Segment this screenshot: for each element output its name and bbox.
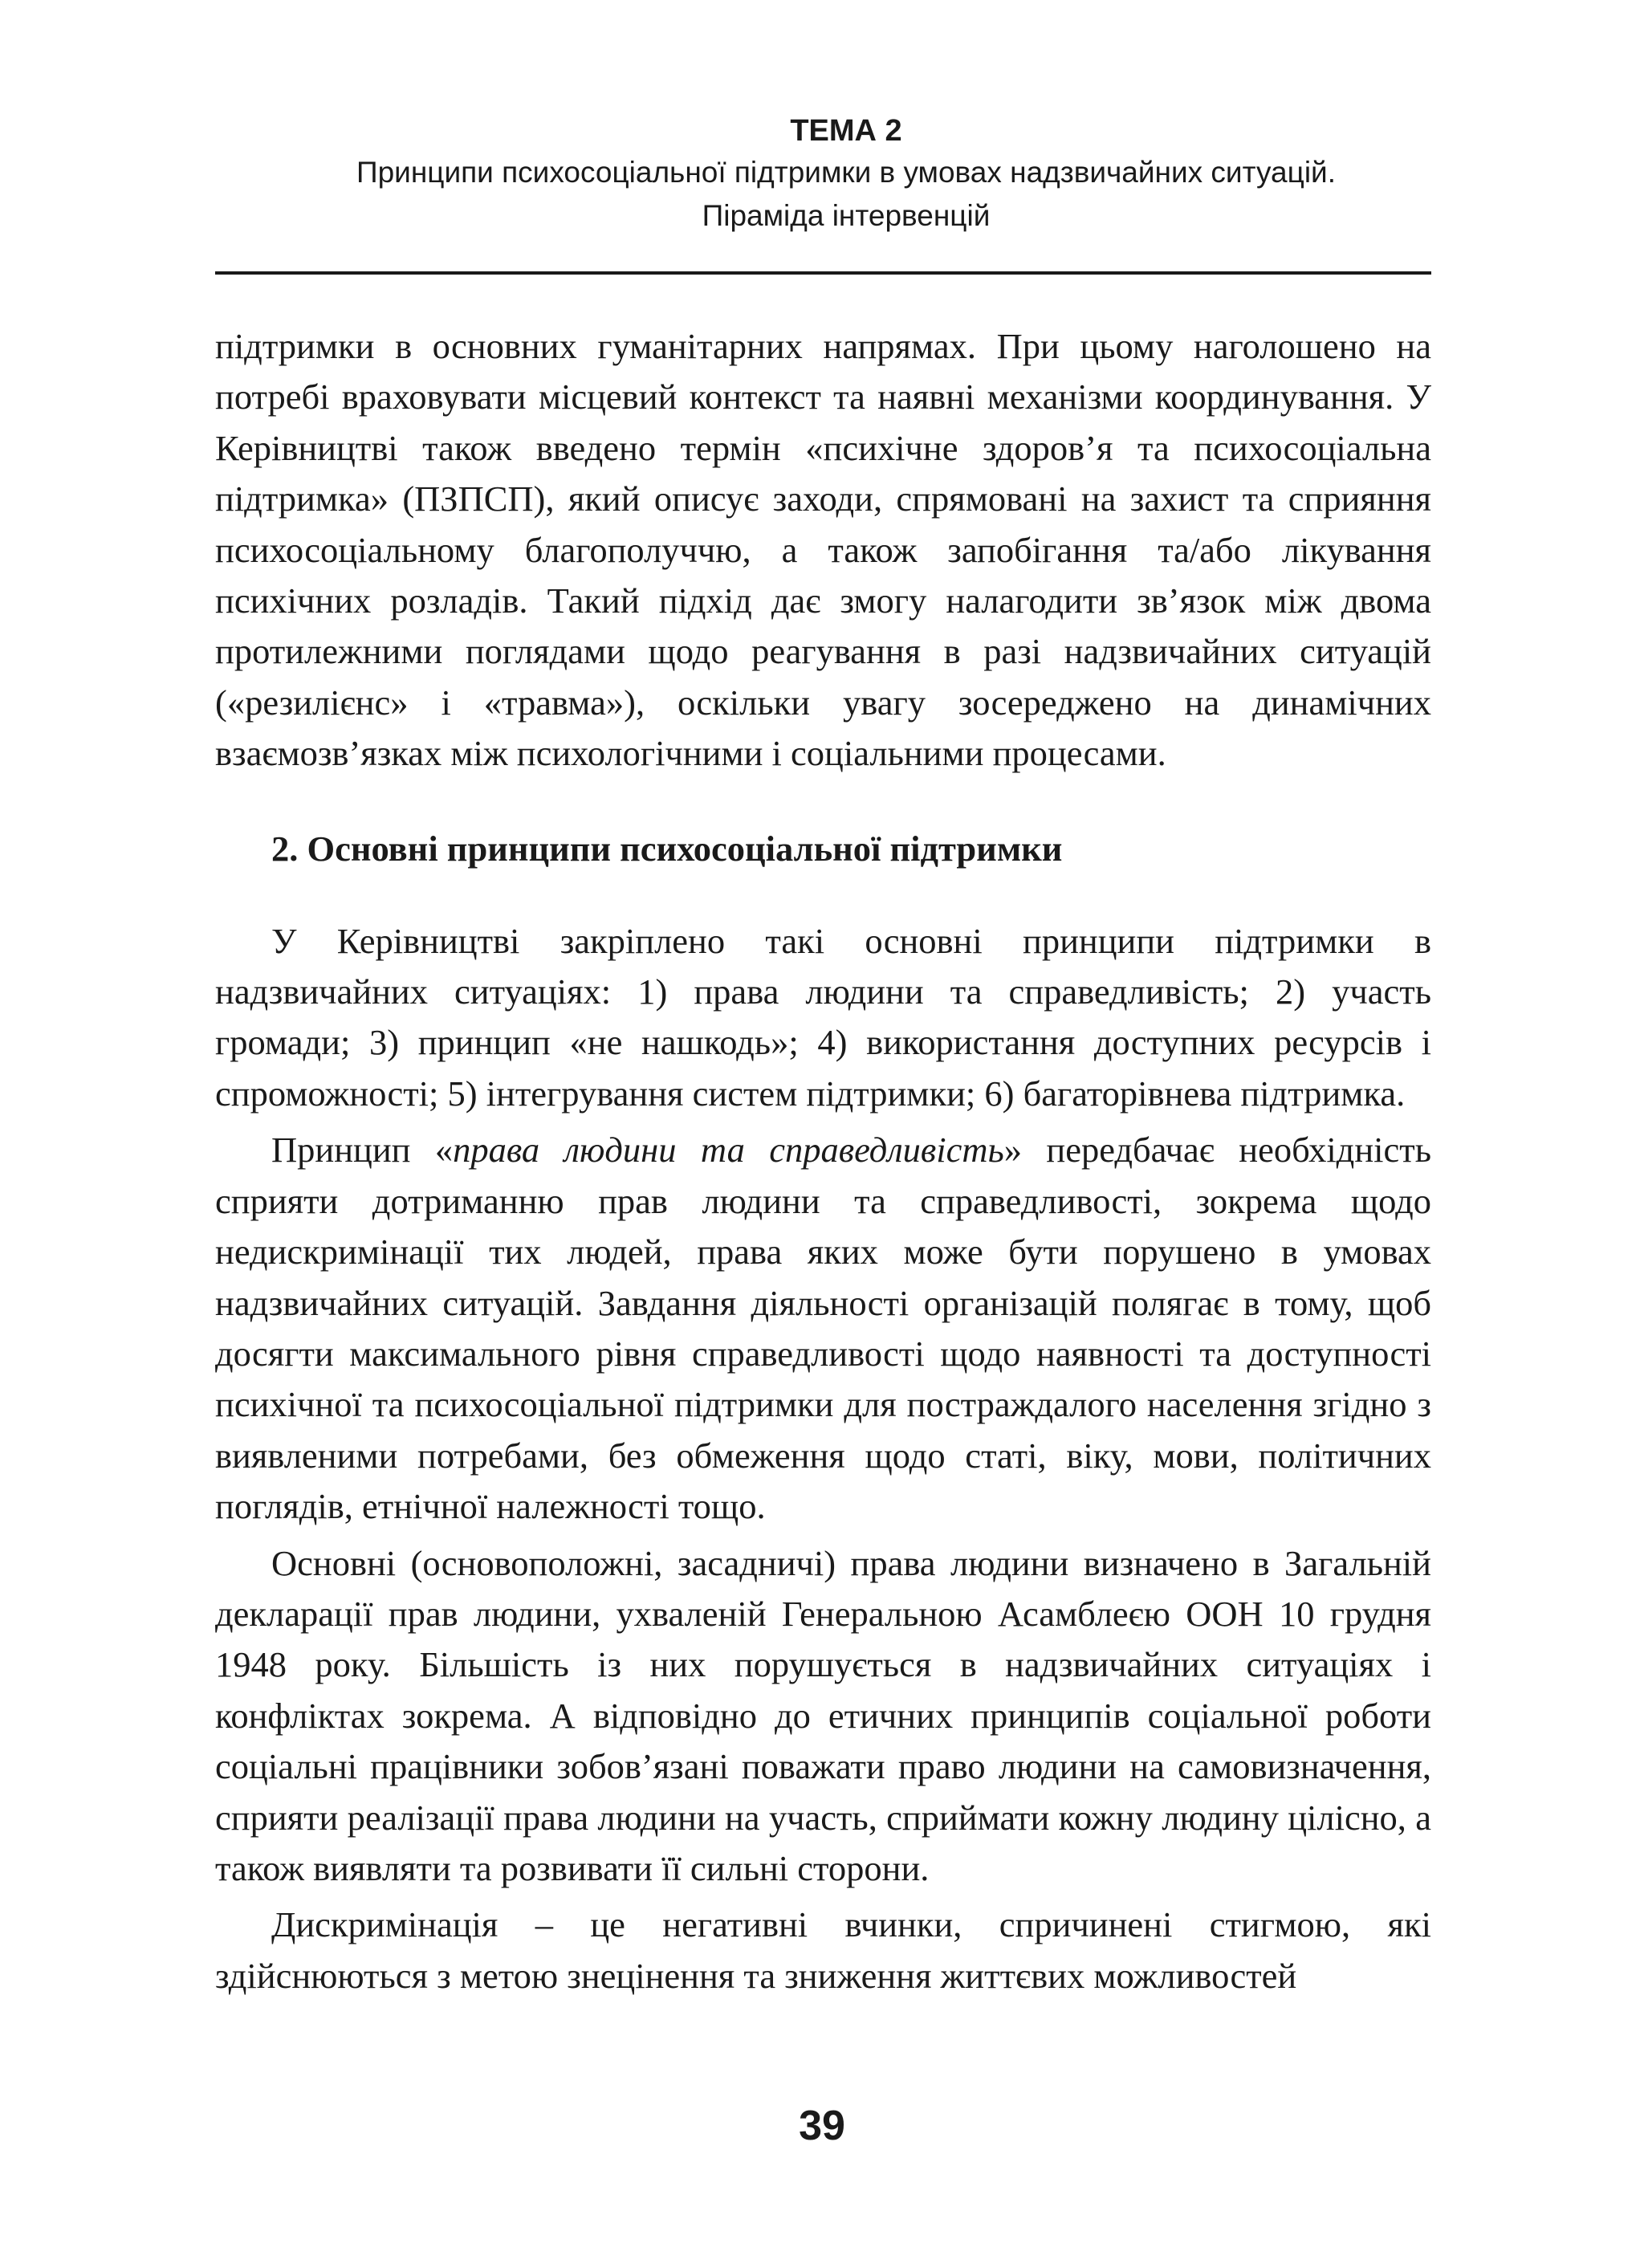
header-subtitle-line-2: Піраміда інтервенцій bbox=[702, 199, 991, 232]
paragraph-continued: підтримки в основних гуманітарних напрямах. При цьому наголошено на потребі враховувати місцевий контекст та наявні механізми координування. У Керівництві також введено термін «психічне здоров’я та психосоціальна підтримка» (ПЗПСП), який описує заходи, спрямовані на захист та сприяння психосоціальному благополуччю, а також запобігання та/або лікування психічних розладів. Такий підхід дає змогу налагодити зв’язок між двома протилежними поглядами щодо реагування в разі надзвичайних ситуацій («резилієнс» і «травма»), оскільки увагу зосереджено на динамічних взаємозв’язках між психологічними і соціальними процесами. bbox=[215, 326, 1431, 774]
section-heading: 2. Основні принципи психосоціальної підтримки bbox=[271, 828, 1063, 869]
main-text bbox=[215, 321, 1431, 2001]
running-header bbox=[265, 111, 1427, 238]
page-number: 39 bbox=[799, 2103, 845, 2149]
paragraph-discrimination: Дискримінація – це негативні вчинки, спричинені стигмою, які здійснюються з метою знецінення та зниження життєвих можливостей bbox=[215, 1904, 1431, 1996]
header-divider bbox=[215, 271, 1431, 275]
emphasized-term: права людини та справедливість bbox=[453, 1130, 1004, 1171]
paragraph-declaration: Основні (основоположні, засадничі) права людини визначено в Загальній декларації прав людини, ухваленій Генеральною Асамблеєю ООН 10 грудня 1948 року. Більшість із них порушується в надзвичайних ситуаціях і конфліктах зокрема. А відповідно до етичних принципів соціальної роботи соціальні працівники зобов’язані поважати право людини на самовизначення, сприяти реалізації права людини на участь, сприймати кожну людину цілісно, а також виявляти та розвивати її сильні сторони. bbox=[215, 1542, 1431, 1888]
topic-label: ТЕМА 2 bbox=[790, 114, 902, 148]
header-subtitle-line-1: Принципи психосоціальної підтримки в умовах надзвичайних ситуацій. bbox=[356, 156, 1336, 189]
paragraph-lead-text: Принцип « bbox=[271, 1130, 454, 1171]
paragraph-human-rights-principle bbox=[215, 1125, 1431, 1532]
paragraph-rest-text: » передбачає необхідність сприяти дотриманню прав людини та справедливості, зокрема щодо недискримінації тих людей, права яких може бути порушено в умовах надзвичайних ситуацій. Завдання діяльності організацій полягає в тому, щоб досягти максимального рівня справедливості щодо наявності та доступності психічної та психосоціальної підтримки для постраждалого населення згідно з виявленими потребами, без обмеження щодо статі, віку, мови, політичних поглядів, етнічної належності тощо. bbox=[215, 1130, 1431, 1527]
paragraph-principles-list: У Керівництві закріплено такі основні принципи підтримки в надзвичайних ситуаціях: 1) права людини та справедливість; 2) участь громади; 3) принцип «не нашкодь»; 4) використання доступних ресурсів і спроможності; 5) інтегрування систем підтримки; 6) багаторівнева підтримка. bbox=[215, 920, 1431, 1114]
